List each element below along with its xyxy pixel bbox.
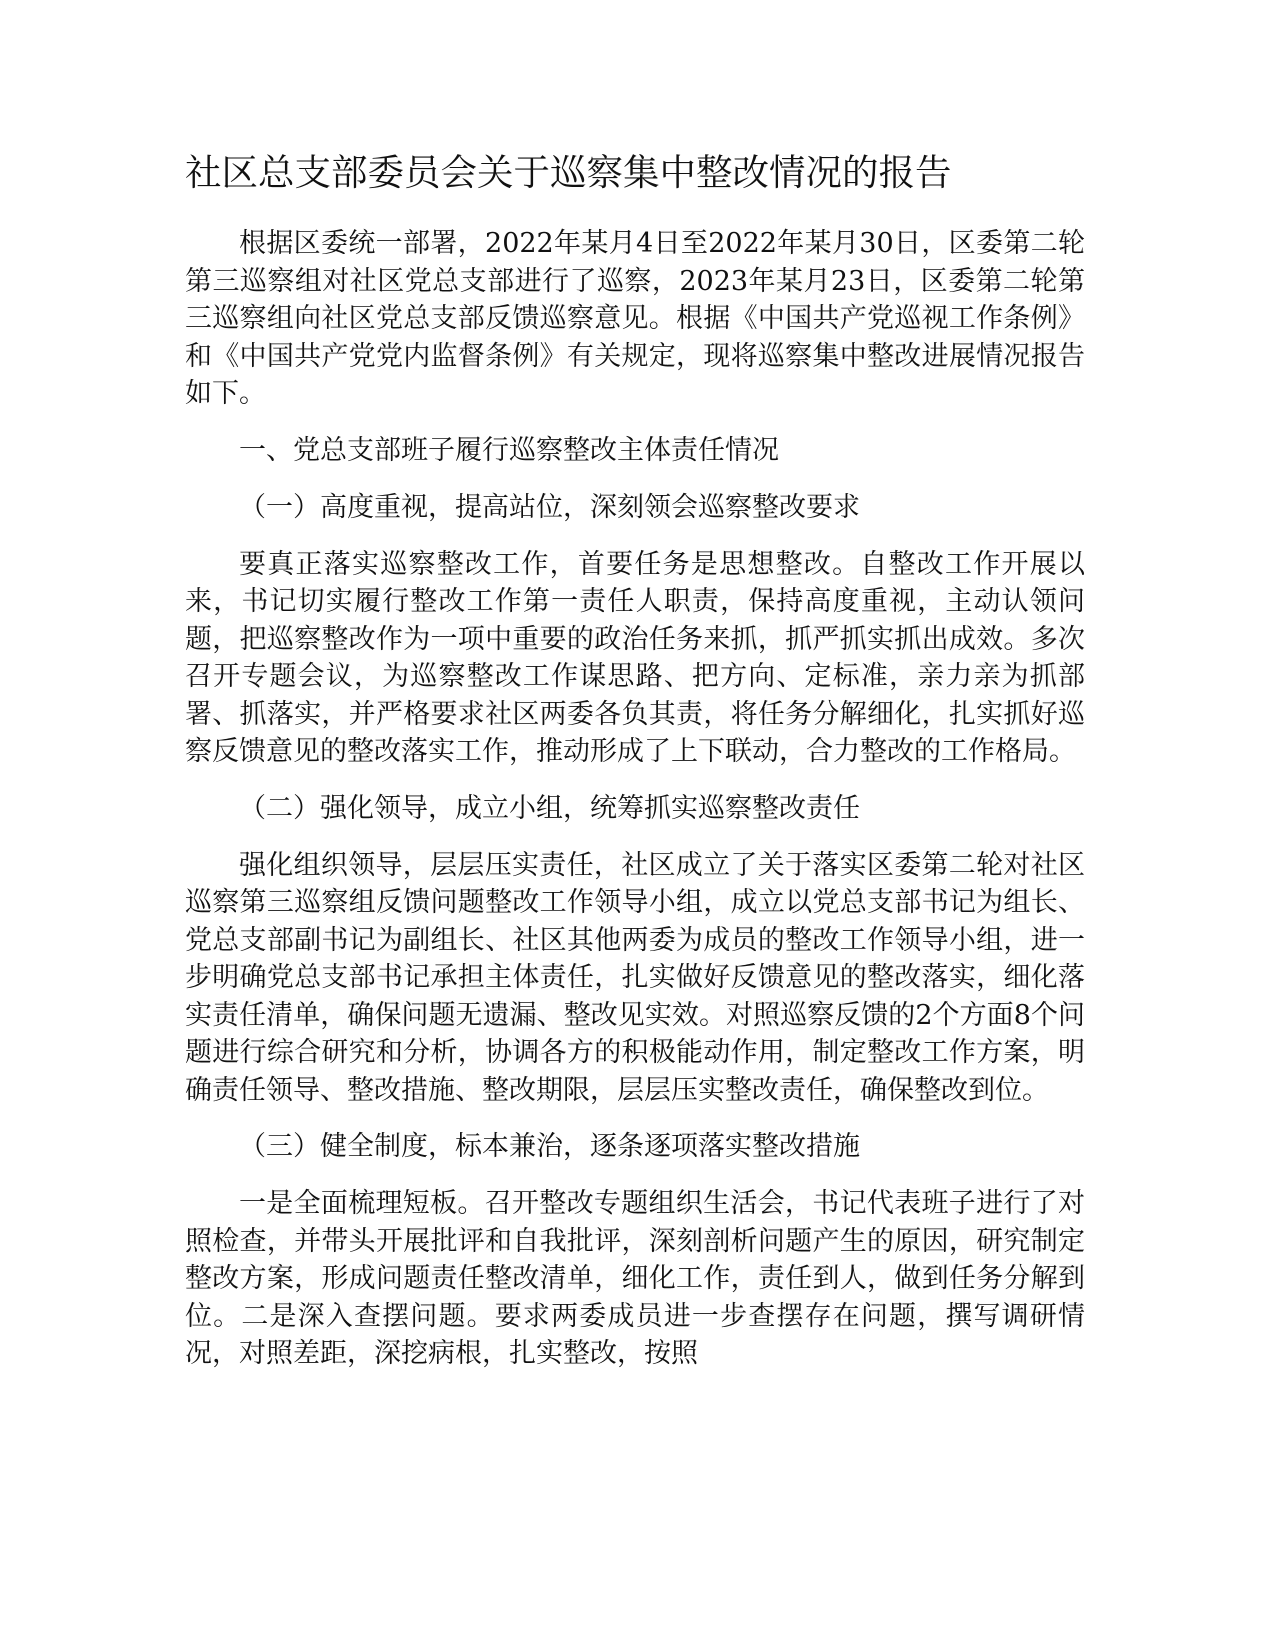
document-body xyxy=(185,225,1085,1392)
document-title: 社区总支部委员会关于巡察集中整改情况的报告 xyxy=(185,151,952,194)
subsection-heading-1: （一）高度重视，提高站位，深刻领会巡察整改要求 xyxy=(239,491,860,523)
body-paragraph-3: 一是全面梳理短板。召开整改专题组织生活会，书记代表班子进行了对照检查，并带头开展批评和自我批评，深刻剖析问题产生的原因，研究制定整改方案，形成问题责任整改清单，细化工作，责任到人，做到任务分解到位。二是深入查摆问题。要求两委成员进一步查摆存在问题，撰写调研情况，对照差距，深挖病根，扎实整改，按照 xyxy=(185,1188,1085,1369)
section-heading-1: 一、党总支部班子履行巡察整改主体责任情况 xyxy=(239,434,779,466)
intro-paragraph: 根据区委统一部署，2022年某月4日至2022年某月30日，区委第二轮第三巡察组对社区党总支部进行了巡察，2023年某月23日，区委第二轮第三巡察组向社区党总支部反馈巡察意见。根据《中国共产党巡视工作条例》和《中国共产党党内监督条例》有关规定，现将巡察集中整改进展情况报告如下。 xyxy=(185,228,1085,409)
subsection-heading-3: （三）健全制度，标本兼治，逐条逐项落实整改措施 xyxy=(239,1131,860,1162)
subsection-heading-2: （二）强化领导，成立小组，统筹抓实巡察整改责任 xyxy=(239,792,860,824)
body-paragraph-2: 强化组织领导，层层压实责任，社区成立了关于落实区委第二轮对社区巡察第三巡察组反馈问题整改工作领导小组，成立以党总支部书记为组长、党总支部副书记为副组长、社区其他两委为成员的整改工作领导小组，进一步明确党总支部书记承担主体责任，扎实做好反馈意见的整改落实，细化落实责任清单，确保问题无遗漏、整改见实效。对照巡察反馈的2个方面8个问题进行综合研究和分析，协调各方的积极能动作用，制定整改工作方案，明确责任领导、整改措施、整改期限，层层压实整改责任，确保整改到位。 xyxy=(185,849,1085,1106)
body-paragraph-1: 要真正落实巡察整改工作，首要任务是思想整改。自整改工作开展以来，书记切实履行整改工作第一责任人职责，保持高度重视，主动认领问题，把巡察整改作为一项中重要的政治任务来抓，抓严抓实抓出成效。多次召开专题会议，为巡察整改工作谋思路、把方向、定标准，亲力亲为抓部署、抓落实，并严格要求社区两委各负其责，将任务分解细化，扎实抓好巡察反馈意见的整改落实工作，推动形成了上下联动，合力整改的工作格局。 xyxy=(185,548,1085,767)
